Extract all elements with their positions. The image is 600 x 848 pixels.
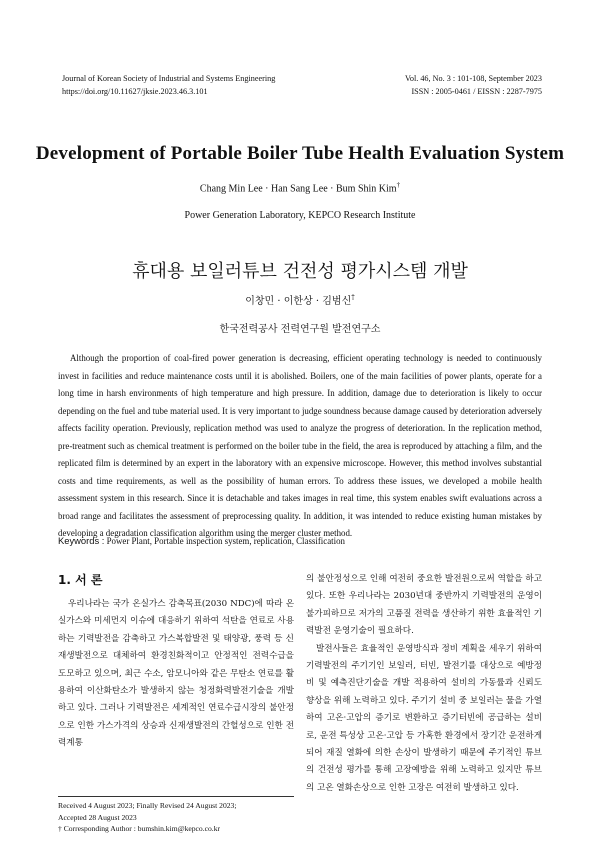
affiliation-kr: 한국전력공사 전력연구원 발전연구소 [219, 324, 381, 335]
authors-en-names: Chang Min Lee · Han Sang Lee · Bum Shin Kim [199, 183, 397, 195]
body-paragraph: 의 불안정성으로 인해 여전히 중요한 발전원으로써 역할을 하고 있다. 또한 우리나라는 2030년대 중반까지 기력발전의 운영이 불가피하므로 저가의 고품질 전력을 생산하기 위한 효율적인 기력발전 운영기술이 필요하다. [306, 574, 542, 637]
running-header-right [405, 72, 542, 98]
running-header-left [62, 72, 275, 98]
authors-en [0, 181, 600, 194]
section-heading-intro: 1. 서 론 [58, 573, 103, 587]
received-date: Received 4 August 2023; Finally Revised 24 August 2023; [58, 801, 237, 810]
keywords-label: Keywords : [58, 535, 105, 546]
journal-name: Journal of Korean Society of Industrial and Systems Engineering [62, 74, 276, 83]
keywords-list: Power Plant, Portable inspection system, replication, Classification [106, 536, 345, 546]
body-paragraph: 우리나라는 국가 온실가스 감축목표(2030 NDC)에 따라 온실가스와 미세먼지 이슈에 대응하기 위하여 석탄을 연료로 사용하는 기력발전을 감축하고 가스복합발전 및 태양광, 풍력 등 신재생발전으로 대체하여 환경친화적이고 안정적인 전력수급을 도모하고 있으며, 최근 수소, 암모니아와 같은 무탄소 연료를 활용하여 이산화탄소가 발생하지 않는 청정화력발전기술을 개발하고 있다. 그러나 기력발전은 세계적인 연료수급시장의 불안정으로 인한 가스가격의 상승과 신재생발전의 간헐성으로 인한 전력계통 [58, 599, 294, 749]
footnote-divider [58, 796, 294, 797]
issn-info: ISSN : 2005-0461 / EISSN : 2287-7975 [411, 87, 542, 96]
authors-kr-names: 이창민 · 이한상 · 김범신 [245, 296, 352, 307]
corresponding-author: † Corresponding Author : bumshin.kim@kepco.co.kr [58, 824, 221, 833]
corresponding-mark-kr: † [351, 293, 355, 302]
affiliation-en: Power Generation Laboratory, KEPCO Research Institute [184, 210, 416, 221]
body-column-left [58, 596, 294, 753]
accepted-date: Accepted 28 August 2023 [58, 812, 137, 822]
keywords [58, 535, 542, 546]
doi-link[interactable]: https://doi.org/10.11627/jksie.2023.46.3.101 [62, 87, 208, 96]
footnotes [58, 800, 298, 835]
volume-info: Vol. 46, No. 3 : 101-108, September 2023 [405, 74, 542, 83]
abstract: Although the proportion of coal-fired power generation is decreasing, efficient operating technology is needed to continuously invest in facilities and reduce maintenance costs until it is abolished. Boilers, one of the main facilities of power plants, operate for a long time in harsh environments of high temperature and high pressure. In addition, damage due to deterioration is likely to occur depending on the fuel and tube material used. It is very important to judge soundness because damage caused by deterioration adversely affects facility operation. Previously, replication method was used to analyze the progress of deterioration. In the replication method, pre-treatment such as chemical treatment is performed on the boiler tube in the field, the area is reproduced by attaching a film, and the replicated film is determined by an expert in the laboratory with an expensive microscope. However, this method involves substantial costs and time requirements, as well as the possibility of human errors. To address these issues, we developed a mobile health assessment system in this research. Since it is detachable and takes images in real time, this system enables swift evaluations across a broad range and facilitates the assessment of preprocessing quality. In addition, it was intended to reduce existing human mistakes by developing a degradation classification algorithm using the merger cluster method. [58, 353, 542, 538]
paper-title-kr: 휴대용 보일러튜브 건전성 평가시스템 개발 [132, 261, 468, 282]
authors-kr [0, 292, 600, 307]
paper-title-en: Development of Portable Boiler Tube Health Evaluation System [35, 143, 565, 164]
corresponding-mark-en: † [396, 181, 401, 189]
body-column-right [306, 571, 542, 797]
body-paragraph: 발전사들은 효율적인 운영방식과 정비 계획을 세우기 위하여 기력발전의 주기기인 보일러, 터빈, 발전기를 대상으로 예방정비 및 예측진단기술을 개발 적용하여 설비의 가동률과 신뢰도 향상을 위해 노력하고 있다. 주기기 설비 중 보일러는 물을 가열하여 고온·고압의 증기로 변환하고 증기터빈에 공급하는 설비로, 운전 특성상 고온·고압 등 가혹한 환경에서 장기간 운전하게 되어 재질 열화에 의한 손상이 발생하기 때문에 주기적인 튜브의 건전성 평가를 통해 고장예방을 위해 노력하고 있지만 튜브의 고온 열화손상으로 인한 고장은 여전히 발생하고 있다. [306, 643, 542, 793]
